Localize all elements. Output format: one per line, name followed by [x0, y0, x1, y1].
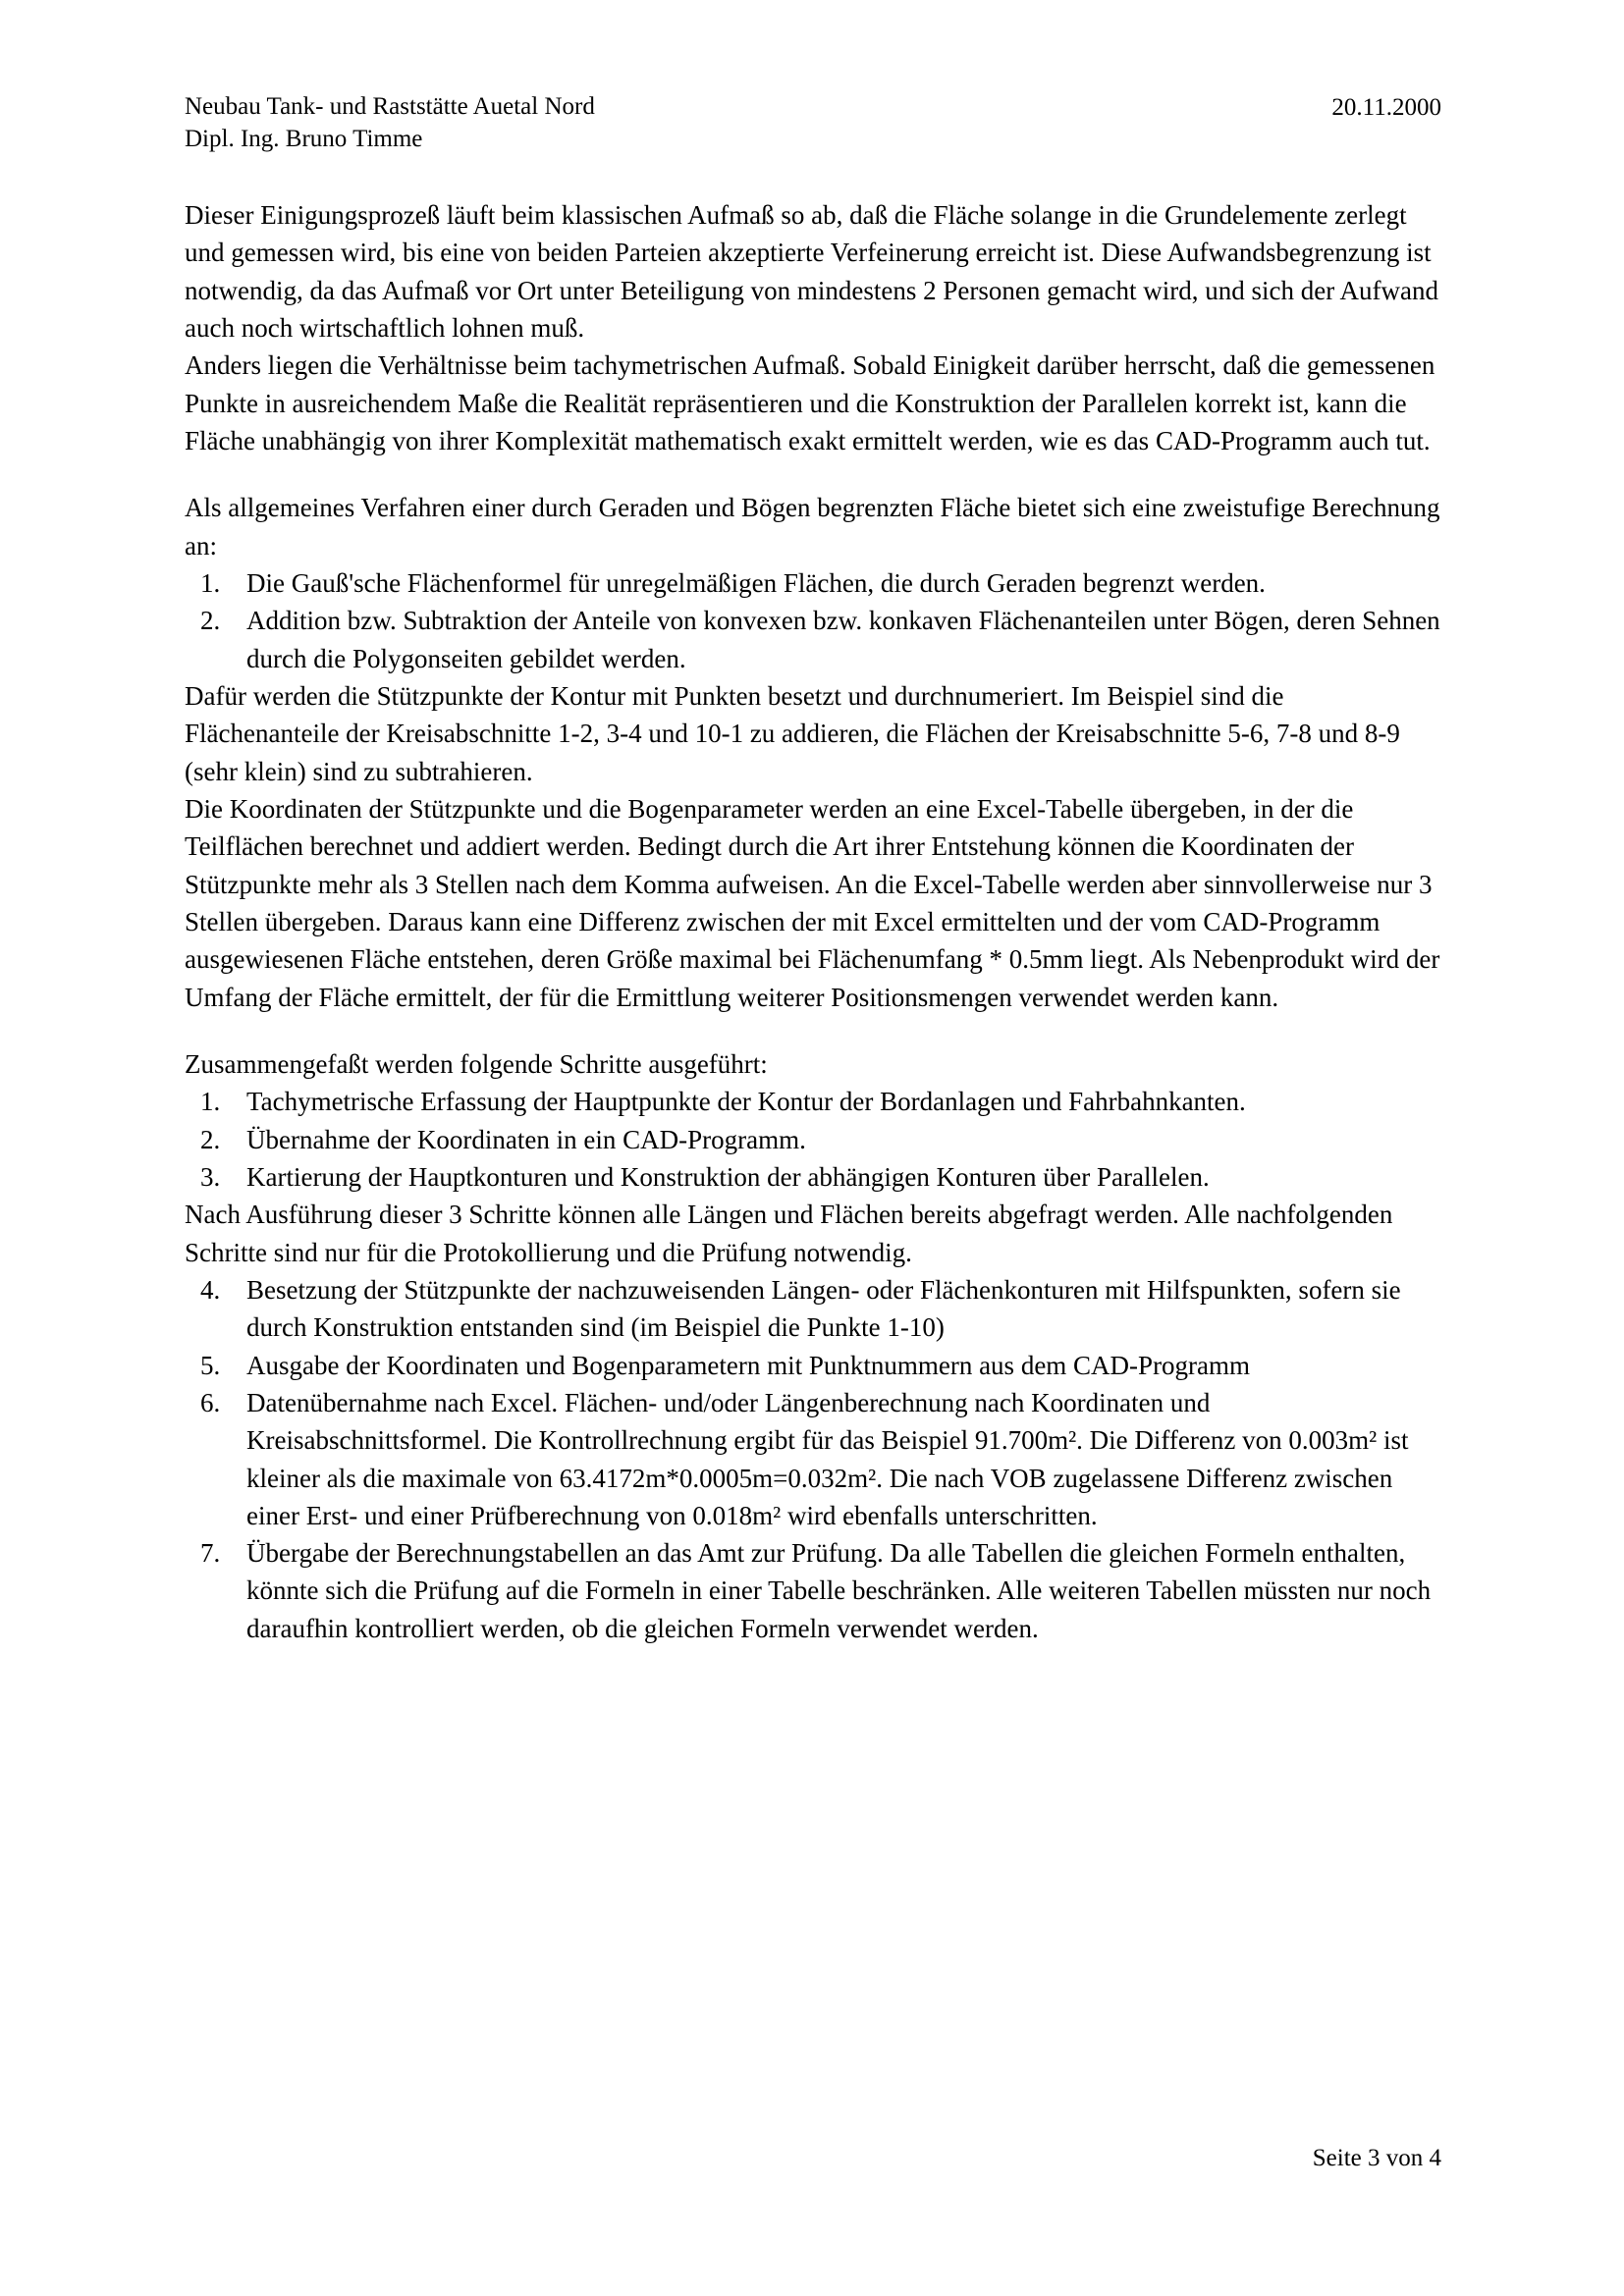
list-item-number: 7. [200, 1538, 221, 1569]
list-item-text: Datenübernahme nach Excel. Flächen- und/oder Längenberechnung nach Koordinaten und Kreisabschnittsformel. Die Kontrollrechnung ergibt für das Beispiel 91.700m². Die Differenz von 0.003m² ist kleiner als die maximale von 63.4172m*0.0005m=0.032m². Die nach VOB zugelassene Differenz zwischen einer Erst- und einer Prüfberechnung von 0.018m² wird ebenfalls unterschritten. [246, 1387, 1409, 1530]
paragraph-5: Die Koordinaten der Stützpunkte und die Bogenparameter werden an eine Excel-Tabelle übergeben, in der die Teilflächen berechnet und addiert werden. Bedingt durch die Art ihrer Entstehung können die Koordinaten der Stützpunkte mehr als 3 Stellen nach dem Komma aufweisen. An die Excel-Tabelle werden aber sinnvollerweise nur 3 Stellen übergeben. Daraus kann eine Differenz zwischen der mit Excel ermittelten und der vom CAD-Programm ausgewiesenen Fläche entstehen, deren Größe maximal bei Flächenumfang * 0.5mm liegt. Als Nebenprodukt wird der Umfang der Fläche ermittelt, der für die Ermittlung weiterer Positionsmengen verwendet werden kann. [185, 793, 1440, 1012]
list-item-number: 1. [200, 567, 221, 598]
page-content [185, 90, 1441, 1647]
paragraph-6: Zusammengefaßt werden folgende Schritte ausgeführt: [185, 1048, 768, 1079]
list-item-text: Kartierung der Hauptkonturen und Konstruktion der abhängigen Konturen über Parallelen. [246, 1161, 1210, 1192]
list-item-number: 1. [200, 1087, 221, 1117]
list-item [185, 602, 1441, 677]
list-method-steps [185, 564, 1441, 677]
page-footer [185, 2145, 1441, 2172]
paragraph-3: Als allgemeines Verfahren einer durch Geraden und Bögen begrenzten Fläche bietet sich eine zweistufige Berechnung an: [185, 493, 1440, 561]
list-item-text: Ausgabe der Koordinaten und Bogenparametern mit Punktnummern aus dem CAD-Programm [246, 1350, 1251, 1380]
list-item-number: 4. [200, 1274, 221, 1305]
list-item [185, 1158, 1441, 1196]
author-name: Dipl. Ing. Bruno Timme [185, 126, 423, 152]
list-item-text: Besetzung der Stützpunkte der nachzuweisenden Längen- oder Flächenkonturen mit Hilfspunkten, sofern sie durch Konstruktion entstanden sind (im Beispiel die Punkte 1-10) [246, 1274, 1401, 1343]
list-item [185, 1121, 1441, 1158]
list-item [185, 1083, 1441, 1120]
paragraph-7: Nach Ausführung dieser 3 Schritte können alle Längen und Flächen bereits abgefragt werden. Alle nachfolgenden Schritte sind nur für die Protokollierung und die Prüfung notwendig. [185, 1200, 1393, 1267]
list-item-number: 2. [200, 606, 221, 636]
list-item [185, 1384, 1441, 1534]
paragraph-2: Anders liegen die Verhältnisse beim tachymetrischen Aufmaß. Sobald Einigkeit darüber herrscht, daß die gemessenen Punkte in ausreichendem Maße die Realität repräsentieren und die Konstruktion der Parallelen korrekt ist, kann die Fläche unabhängig von ihrer Komplexität mathematisch exakt ermittelt werden, wie es das CAD-Programm auch tut. [185, 350, 1435, 455]
paragraph-1: Dieser Einigungsprozeß läuft beim klassischen Aufmaß so ab, daß die Fläche solange in die Grundelemente zerlegt und gemessen wird, bis eine von beiden Parteien akzeptierte Verfeinerung erreicht ist. Diese Aufwandsbegrenzung ist notwendig, da das Aufmaß vor Ort unter Beteiligung von mindestens 2 Personen gemacht wird, und sich der Aufwand auch noch wirtschaftlich lohnen muß. [185, 200, 1439, 343]
list-item [185, 564, 1441, 602]
list-item-number: 3. [200, 1161, 221, 1192]
list-item-text: Addition bzw. Subtraktion der Anteile von konvexen bzw. konkaven Flächenanteilen unter Bögen, deren Sehnen durch die Polygonseiten gebildet werden. [246, 606, 1440, 673]
document-date: 20.11.2000 [1331, 94, 1441, 121]
list-item-number: 2. [200, 1124, 221, 1154]
paragraph-4: Dafür werden die Stützpunkte der Kontur mit Punkten besetzt und durchnumeriert. Im Beispiel sind die Flächenanteile der Kreisabschnitte 1-2, 3-4 und 10-1 zu addieren, die Flächen der Kreisabschnitte 5-6, 7-8 und 8-9 (sehr klein) sind zu subtrahieren. [185, 680, 1400, 786]
page-number-label: Seite 3 von 4 [1312, 2145, 1441, 2171]
list-item [185, 1347, 1441, 1384]
list-item-text: Die Gauß'sche Flächenformel für unregelmäßigen Flächen, die durch Geraden begrenzt werden. [246, 567, 1266, 598]
project-title: Neubau Tank- und Raststätte Auetal Nord [185, 93, 595, 120]
list-item [185, 1271, 1441, 1347]
list-item-text: Tachymetrische Erfassung der Hauptpunkte der Kontur der Bordanlagen und Fahrbahnkanten. [246, 1087, 1246, 1117]
list-workflow-steps-second [185, 1271, 1441, 1647]
list-item-text: Übernahme der Koordinaten in ein CAD-Programm. [246, 1124, 806, 1154]
document-body [185, 196, 1441, 1647]
list-workflow-steps-first [185, 1083, 1441, 1196]
page-header [185, 90, 1441, 155]
list-item-number: 5. [200, 1350, 221, 1380]
list-item-number: 6. [200, 1387, 221, 1417]
header-left-block [185, 90, 595, 155]
list-item-text: Übergabe der Berechnungstabellen an das Amt zur Prüfung. Da alle Tabellen die gleichen Formeln enthalten, könnte sich die Prüfung auf die Formeln in einer Tabelle beschränken. Alle weiteren Tabellen müssten nur noch daraufhin kontrolliert werden, ob die gleichen Formeln verwendet werden. [246, 1538, 1432, 1643]
list-item [185, 1534, 1441, 1647]
